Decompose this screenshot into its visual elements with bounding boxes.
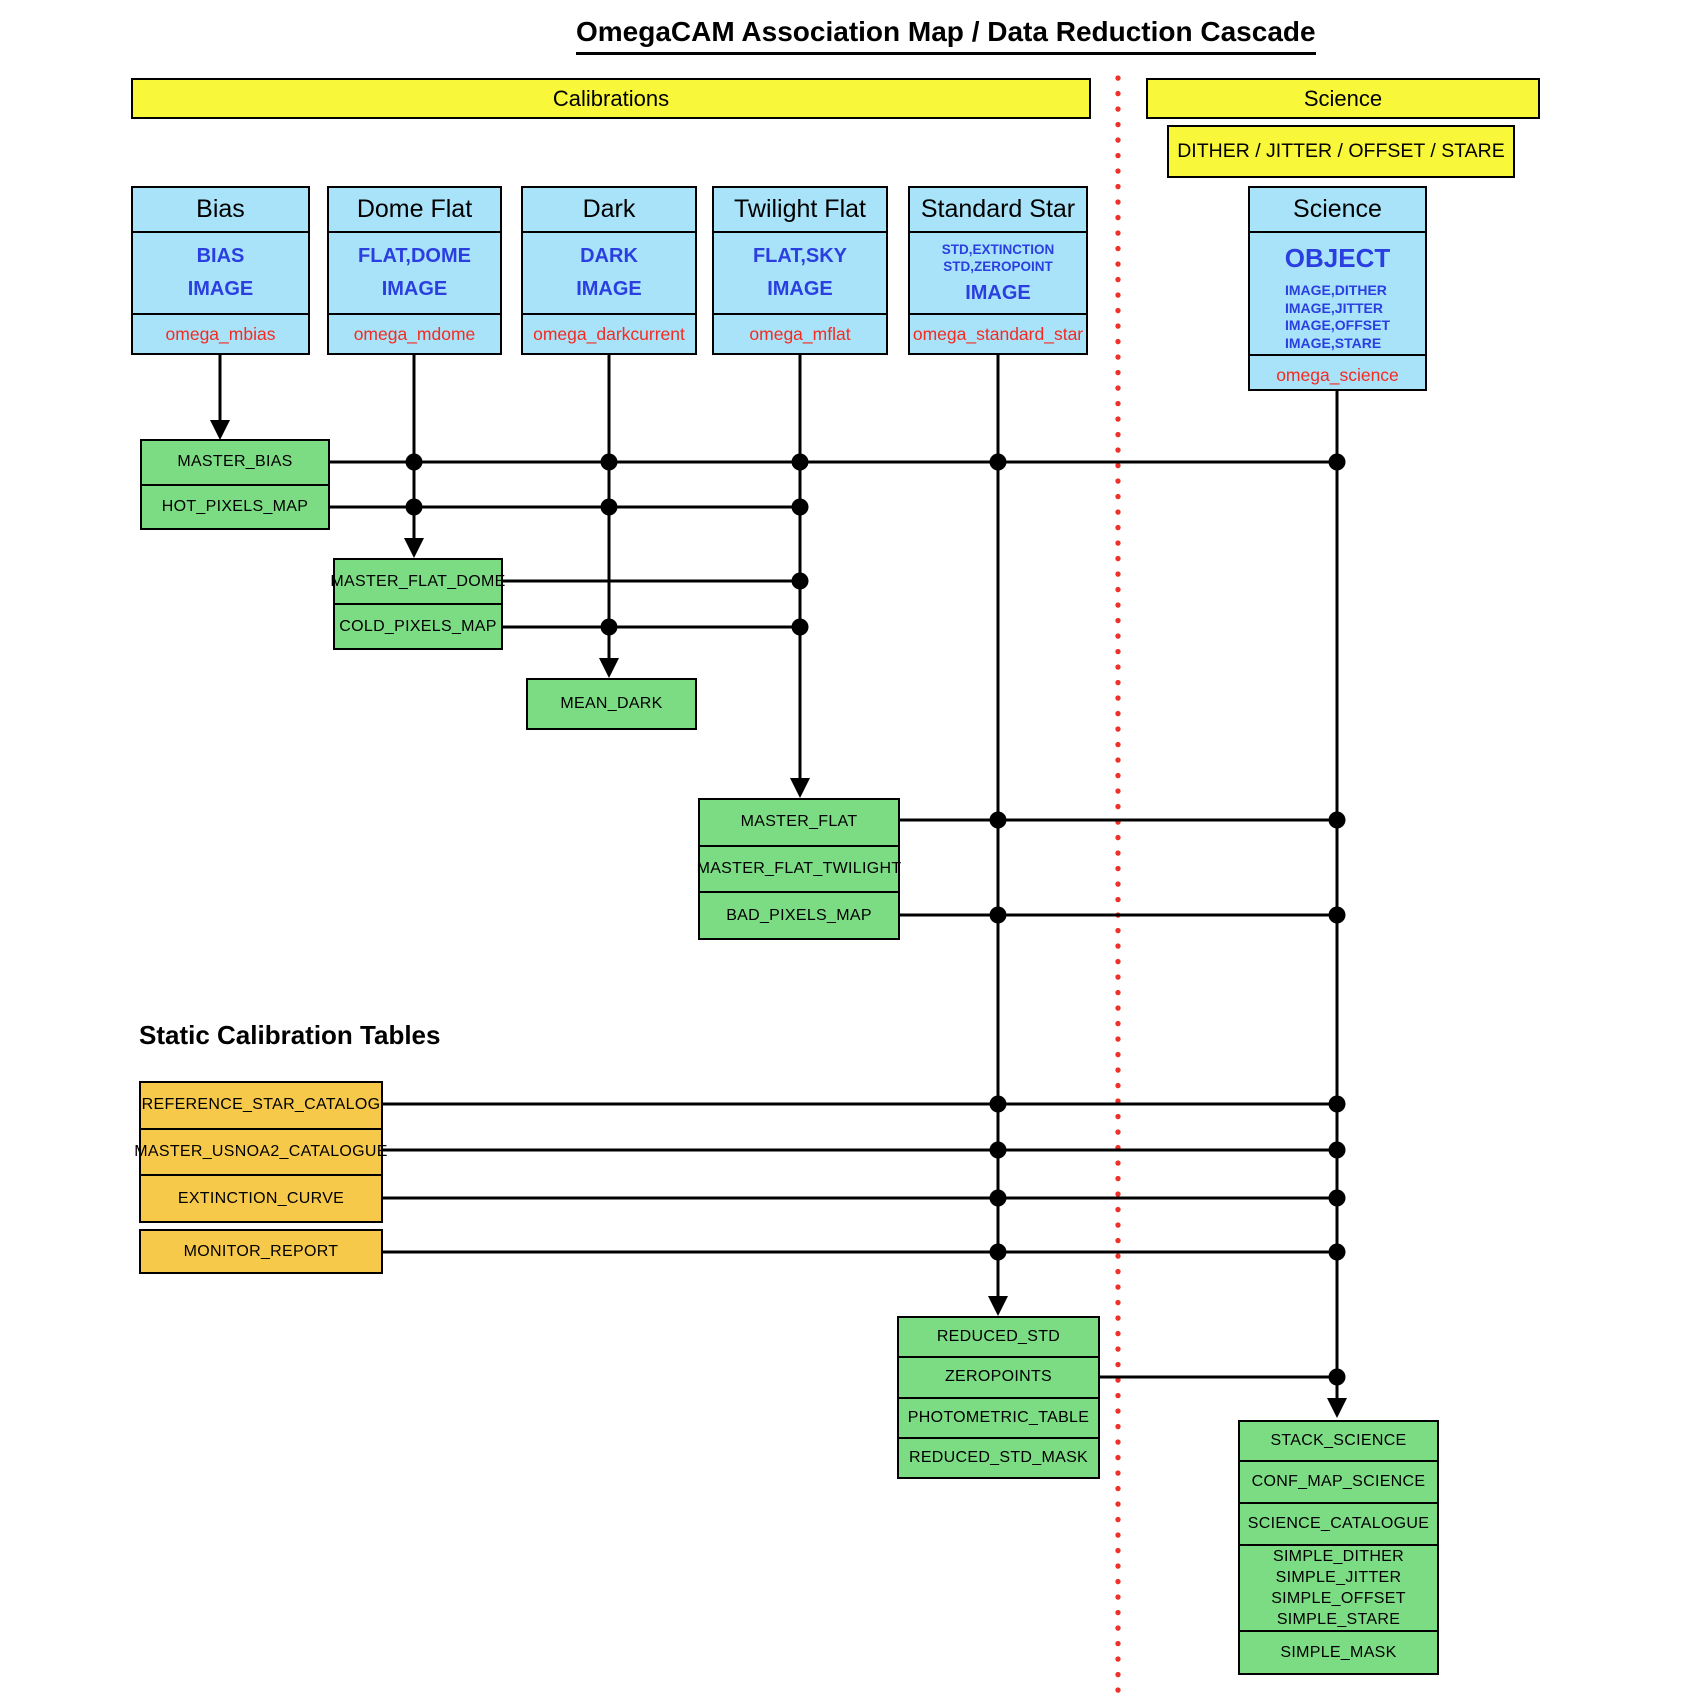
product-group-dark [526, 678, 697, 730]
tag: IMAGE [965, 281, 1031, 304]
product-group-bias [140, 439, 330, 530]
product-science-catalogue: SCIENCE_CATALOGUE [1240, 1502, 1437, 1544]
tag: BIAS [196, 245, 245, 267]
raw-box-twilight-flat [712, 186, 888, 355]
product-master-bias: MASTER_BIAS [177, 453, 293, 471]
banner-science: Science [1146, 78, 1540, 119]
product-simple-jitter: SIMPLE_JITTER [1275, 1569, 1402, 1586]
product-photometric-table: PHOTOMETRIC_TABLE [899, 1397, 1098, 1437]
raw-box-title: Standard Star [910, 188, 1086, 233]
raw-box-tags [329, 233, 500, 313]
product-group-standard [897, 1316, 1100, 1479]
product-hot-pixels-map: HOT_PIXELS_MAP [142, 484, 328, 529]
banner-calibrations: Calibrations [131, 78, 1091, 119]
recipe-label: omega_mflat [714, 313, 886, 353]
recipe-label: omega_mdome [329, 313, 500, 353]
raw-box-title: Dark [523, 188, 695, 233]
table-master-usnoa2-catalogue: MASTER_USNOA2_CATALOGUE [141, 1128, 381, 1175]
product-master-flat-dome: MASTER_FLAT_DOME [330, 572, 506, 590]
recipe-label: omega_mbias [133, 313, 308, 353]
raw-box-tags [714, 233, 886, 313]
tag: FLAT,SKY [752, 245, 848, 267]
raw-box-dark [521, 186, 697, 355]
tag: STD,EXTINCTION [941, 242, 1055, 258]
banner-science-modes: DITHER / JITTER / OFFSET / STARE [1167, 125, 1515, 178]
product-simple-mask: SIMPLE_MASK [1240, 1630, 1437, 1673]
tag: FLAT,DOME [358, 245, 471, 267]
raw-box-tags [133, 233, 308, 313]
product-simple-offset: SIMPLE_OFFSET [1271, 1590, 1406, 1607]
tag: IMAGE [381, 278, 448, 300]
product-cold-pixels-map: COLD_PIXELS_MAP [335, 603, 501, 648]
product-group-dome-flat [330, 558, 506, 650]
product-bad-pixels-map: BAD_PIXELS_MAP [700, 891, 898, 938]
tag: STD,ZEROPOINT [943, 259, 1053, 275]
table-monitor-report: MONITOR_REPORT [183, 1242, 339, 1260]
product-simple-stare: SIMPLE_STARE [1276, 1611, 1401, 1628]
tag: IMAGE [187, 278, 254, 300]
table-extinction-curve: EXTINCTION_CURVE [141, 1174, 381, 1221]
product-mean-dark: MEAN_DARK [560, 695, 663, 712]
raw-box-title: Bias [133, 188, 308, 233]
raw-box-bias [131, 186, 310, 355]
raw-box-title: Twilight Flat [714, 188, 886, 233]
product-stack-science: STACK_SCIENCE [1270, 1432, 1407, 1449]
raw-box-dome-flat [327, 186, 502, 355]
recipe-label: omega_darkcurrent [523, 313, 695, 353]
tag: DARK [580, 245, 638, 267]
raw-box-tags [1250, 233, 1425, 354]
tag: IMAGE,JITTER [1285, 299, 1384, 316]
tag: IMAGE,OFFSET [1285, 317, 1390, 333]
product-group-flat [698, 798, 900, 940]
page-title: OmegaCAM Association Map / Data Reduction Cascade [576, 16, 1316, 55]
product-group-science [1238, 1420, 1439, 1675]
recipe-label: omega_standard_star [910, 313, 1086, 353]
raw-box-standard-star [908, 186, 1088, 355]
monitor-report-box [139, 1229, 383, 1274]
raw-box-title: Dome Flat [329, 188, 500, 233]
product-conf-map-science: CONF_MAP_SCIENCE [1240, 1460, 1437, 1502]
tag: IMAGE,STARE [1285, 334, 1382, 351]
product-reduced-std-mask: REDUCED_STD_MASK [899, 1437, 1098, 1477]
raw-box-science [1248, 186, 1427, 391]
raw-box-title: Science [1250, 188, 1425, 233]
tag: IMAGE [576, 278, 642, 300]
raw-box-tags [523, 233, 695, 313]
recipe-label: omega_science [1250, 354, 1425, 394]
product-simple-dither: SIMPLE_DITHER [1272, 1548, 1405, 1565]
product-master-flat-twilight: MASTER_FLAT_TWILIGHT [700, 845, 898, 892]
table-reference-star-catalog: REFERENCE_STAR_CATALOG [141, 1096, 381, 1114]
tag: IMAGE,DITHER [1285, 282, 1387, 298]
tag: IMAGE [767, 278, 833, 300]
product-reduced-std: REDUCED_STD [936, 1328, 1061, 1346]
product-simple-frames [1240, 1544, 1437, 1630]
static-tables-group [134, 1081, 388, 1223]
product-master-flat: MASTER_FLAT [740, 813, 858, 831]
static-tables-heading: Static Calibration Tables [139, 1020, 441, 1050]
tag: OBJECT [1284, 243, 1391, 273]
product-zeropoints: ZEROPOINTS [899, 1356, 1098, 1396]
raw-box-tags [910, 233, 1086, 313]
